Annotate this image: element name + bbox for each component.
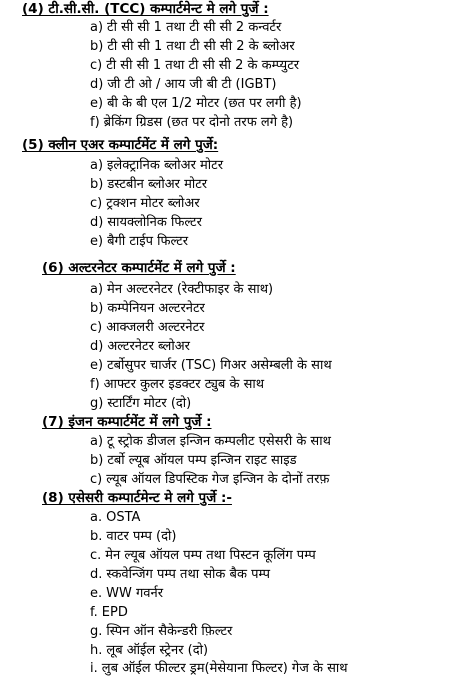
list-item-text: लुब ऑईल फील्टर ड्रम(मेसेयाना फिल्टर) गेज के साथ (101, 661, 348, 676)
list-item (90, 471, 329, 488)
list-marker: c) (90, 472, 103, 487)
list-item-text: टर्बोसुपर चार्जर (TSC) गिअर असेम्बली के साथ (107, 358, 332, 373)
list-item-text: सायक्लोनिक फिल्टर (107, 215, 202, 230)
list-marker: i. (90, 661, 98, 676)
list-item (90, 528, 176, 545)
list-item (90, 319, 204, 336)
list-item (90, 38, 295, 55)
list-item (90, 623, 232, 640)
list-marker: e) (90, 234, 104, 249)
list-item (90, 566, 270, 583)
list-item (90, 19, 281, 36)
list-item (90, 114, 293, 131)
list-item-text: इलेक्ट्रानिक ब्लोअर मोटर (107, 158, 224, 173)
list-item-text: लूब ऑईल स्ट्रेनर (दो) (106, 643, 209, 658)
section-heading: (4) टी.सी.सी. (TCC) कम्पार्टमेन्ट मे लगे पुर्जे : (22, 1, 269, 17)
list-item-text: ल्यूब ऑयल डिपस्टिक गेज इन्जिन के दोनों तरफ़ (106, 472, 330, 487)
list-item (90, 357, 332, 374)
list-marker: g. (90, 624, 103, 639)
list-marker: e. (90, 586, 103, 601)
list-item (90, 176, 207, 193)
list-marker: c) (90, 320, 103, 335)
list-item-text: स्टार्टिंग मोटर (दो) (107, 396, 192, 411)
list-item (90, 585, 163, 602)
list-item-text: मेन ल्यूब ऑयल पम्प तथा पिस्टन कूलिंग पम्प (105, 548, 316, 563)
list-item-text: WW गवर्नर (106, 586, 164, 601)
list-item (90, 547, 316, 564)
list-marker: b) (90, 453, 104, 468)
list-item (90, 76, 276, 93)
list-item (90, 195, 200, 212)
list-item (90, 660, 348, 677)
list-item-text: टी सी सी 1 तथा टी सी सी 2 के कम्प्युटर (106, 58, 300, 73)
list-marker: e) (90, 96, 104, 111)
list-marker: b) (90, 177, 104, 192)
list-item-text: बैगी टाईप फिल्टर (107, 234, 189, 249)
list-item-text: डस्टबीन ब्लोअर मोटर (107, 177, 208, 192)
list-marker: a) (90, 20, 104, 35)
list-marker: h. (90, 643, 103, 658)
list-marker: a) (90, 434, 104, 449)
list-item (90, 233, 188, 250)
list-item (90, 433, 331, 450)
list-item (90, 509, 140, 526)
section-heading: (5) क्लीन एअर कम्पार्टमेंट में लगे पुर्जे: (22, 137, 219, 153)
list-item-text: टू स्ट्रोक डीजल इन्जिन कम्पलीट एसेसरी के साथ (107, 434, 331, 449)
list-marker: d. (90, 567, 103, 582)
list-marker: b) (90, 301, 104, 316)
list-marker: c) (90, 58, 103, 73)
list-marker: e) (90, 358, 104, 373)
list-item-text: ट्रक्शन मोटर ब्लोअर (106, 196, 200, 211)
list-item (90, 214, 202, 231)
list-marker: b. (90, 529, 103, 544)
list-marker: f) (90, 115, 100, 130)
list-item-text: आफ्टर कुलर इडक्टर ट्युब के साथ (103, 377, 265, 392)
section-heading: (6) अल्टरनेटर कम्पार्टमेंट में लगे पुर्जे : (42, 260, 236, 276)
list-marker: g) (90, 396, 104, 411)
list-item (90, 604, 128, 621)
list-item-text: बी के बी एल 1/2 मोटर (छत पर लगी है) (107, 96, 302, 111)
list-item-text: टी सी सी 1 तथा टी सी सी 2 के ब्लोअर (107, 39, 295, 54)
list-item-text: अल्टरनेटर ब्लोअर (107, 339, 190, 354)
list-item-text: ब्रेकिंग ग्रिडस (छत पर दोनो तरफ लगे है) (103, 115, 294, 130)
list-item-text: टी सी सी 1 तथा टी सी सी 2 कन्वर्टर (107, 20, 282, 35)
list-item (90, 281, 273, 298)
list-marker: c. (90, 548, 102, 563)
section-heading: (7) इंजन कम्पार्टमेंट में लगे पुर्जे : (42, 414, 212, 430)
list-item-text: वाटर पम्प (दो) (106, 529, 177, 544)
list-marker: d) (90, 215, 104, 230)
list-item-text: स्कवेन्जिंग पम्प तथा सोक बैक पम्प (106, 567, 270, 582)
list-item (90, 376, 264, 393)
list-marker: c) (90, 196, 103, 211)
list-item-text: टर्बो ल्यूब ऑयल पम्प इन्जिन राइट साइड (107, 453, 297, 468)
list-item (90, 338, 190, 355)
list-item-text: मेन अल्टरनेटर (रेक्टीफाइर के साथ) (107, 282, 274, 297)
list-item (90, 57, 299, 74)
list-item-text: आक्जलरी अल्टरनेटर (106, 320, 205, 335)
list-item (90, 300, 205, 317)
list-item (90, 642, 208, 659)
list-item (90, 452, 297, 469)
list-item-text: जी टी ओ / आय जी बी टी (IGBT) (107, 77, 277, 92)
list-item-text: OSTA (106, 510, 141, 525)
list-item-text: कम्पेनियन अल्टरनेटर (107, 301, 205, 316)
list-marker: d) (90, 77, 104, 92)
list-marker: d) (90, 339, 104, 354)
list-marker: f) (90, 377, 100, 392)
list-marker: a) (90, 282, 104, 297)
list-item-text: EPD (101, 605, 128, 620)
list-marker: b) (90, 39, 104, 54)
list-item (90, 95, 302, 112)
list-item (90, 395, 191, 412)
list-marker: a. (90, 510, 103, 525)
list-marker: f. (90, 605, 98, 620)
list-marker: a) (90, 158, 104, 173)
list-item-text: स्पिन ऑन सैकेन्डरी फ़िल्टर (106, 624, 233, 639)
section-heading: (8) एसेसरी कम्पार्टमेन्ट मे लगे पुर्जे :- (42, 490, 232, 506)
list-item (90, 157, 223, 174)
